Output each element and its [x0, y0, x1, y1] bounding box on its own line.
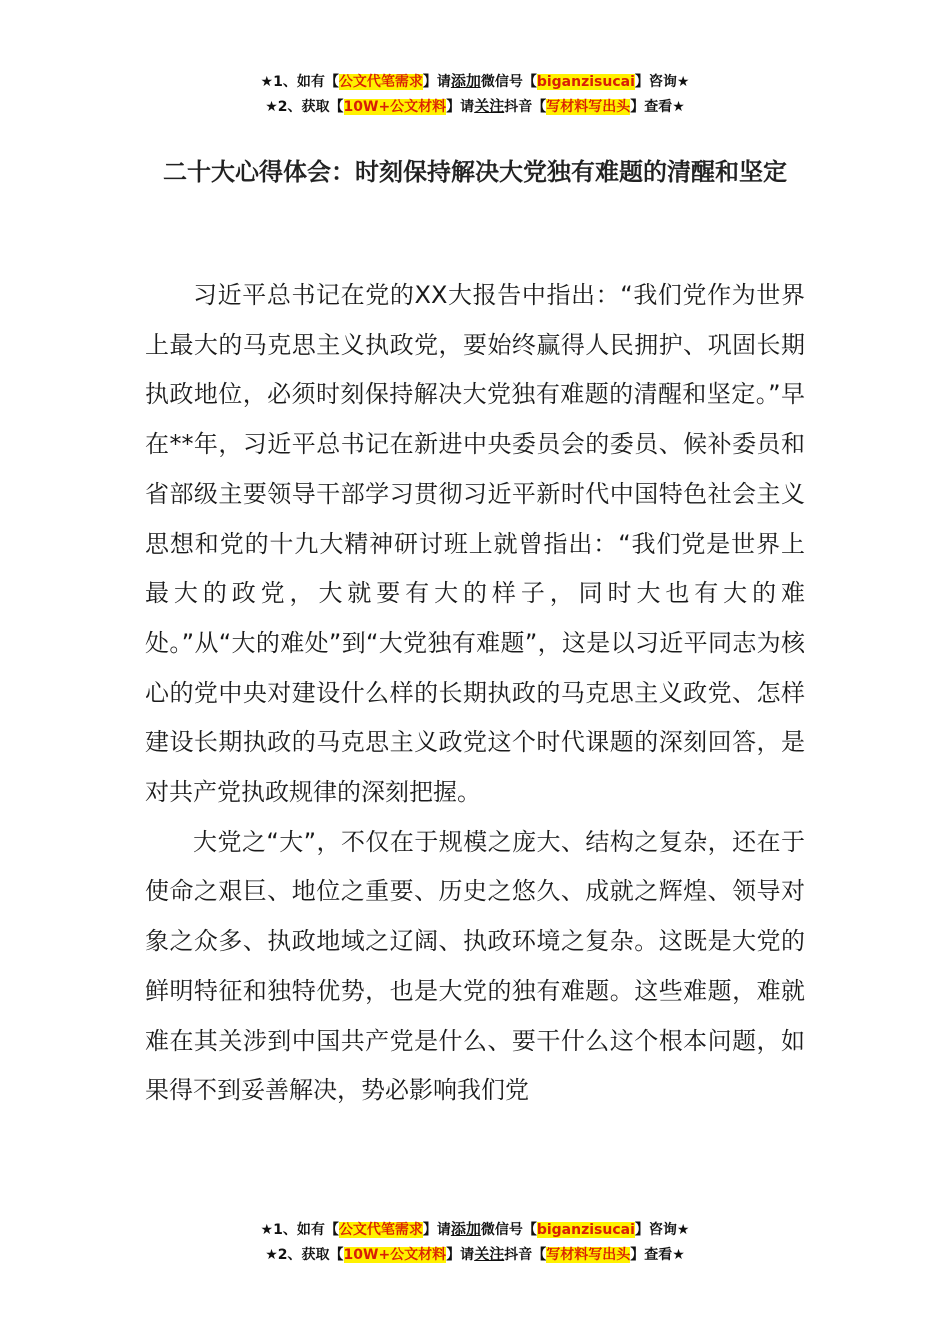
banner-line-1 — [0, 69, 950, 94]
banner-text: 】查看★ — [630, 99, 685, 115]
banner-text: ★1、如有【 — [260, 74, 339, 90]
banner-text: 】咨询★ — [634, 1222, 690, 1238]
banner-highlight: 公文代笔需求 — [338, 1222, 423, 1238]
banner-highlight: 写材料写出头 — [546, 99, 631, 115]
banner-highlight: 10W+公文材料 — [343, 99, 447, 115]
banner-text: 】请 — [446, 99, 475, 115]
banner-emphasis: 添加 — [450, 1220, 481, 1238]
banner-text: ★2、获取【 — [265, 99, 344, 115]
banner-line-2 — [0, 1242, 950, 1267]
banner-text: 抖音【 — [504, 1247, 547, 1263]
banner-highlight: biganzisucai — [536, 74, 635, 90]
banner-line-2 — [0, 94, 950, 119]
header-banner — [0, 69, 950, 119]
paragraph: 大党之“大”，不仅在于规模之庞大、结构之复杂，还在于使命之艰巨、地位之重要、历史之悠久、成就之辉煌、领导对象之众多、执政地域之辽阔、执政环境之复杂。这既是大党的鲜明特征和独特优势，也是大党的独有难题。这些难题，难就难在其关涉到中国共产党是什么、要干什么这个根本问题，如果得不到妥善解决，势必影响我们党 — [145, 827, 805, 1105]
banner-emphasis: 关注 — [474, 97, 505, 115]
banner-text: ★2、获取【 — [265, 1247, 344, 1263]
banner-highlight: 写材料写出头 — [546, 1247, 631, 1263]
banner-text: 微信号【 — [480, 74, 537, 90]
banner-text: 】请 — [422, 1222, 451, 1238]
banner-emphasis: 添加 — [450, 72, 481, 90]
footer-banner — [0, 1217, 950, 1267]
banner-highlight: 10W+公文材料 — [343, 1247, 447, 1263]
banner-highlight: biganzisucai — [536, 1222, 635, 1238]
document-title: 二十大心得体会：时刻保持解决大党独有难题的清醒和坚定 — [163, 158, 787, 186]
banner-text: 微信号【 — [480, 1222, 537, 1238]
banner-text: ★1、如有【 — [260, 1222, 339, 1238]
banner-line-1 — [0, 1217, 950, 1242]
banner-text: 】查看★ — [630, 1247, 685, 1263]
document-body — [145, 271, 805, 1116]
banner-highlight: 公文代笔需求 — [338, 74, 423, 90]
banner-text: 抖音【 — [504, 99, 547, 115]
paragraph: 习近平总书记在党的XX大报告中指出：“我们党作为世界上最大的马克思主义执政党，要始终赢得人民拥护、巩固长期执政地位，必须时刻保持解决大党独有难题的清醒和坚定。”早在**年，习近平总书记在新进中央委员会的委员、候补委员和省部级主要领导干部学习贯彻习近平新时代中国特色社会主义思想和党的十九大精神研讨班上就曾指出：“我们党是世界上最大的政党，大就要有大的样子，同时大也有大的难处。”从“大的难处”到“大党独有难题”，这是以习近平同志为核心的党中央对建设什么样的长期执政的马克思主义政党、怎样建设长期执政的马克思主义政党这个时代课题的深刻回答，是对共产党执政规律的深刻把握。 — [145, 281, 805, 807]
banner-text: 】咨询★ — [634, 74, 690, 90]
banner-text: 】请 — [422, 74, 451, 90]
banner-emphasis: 关注 — [474, 1245, 505, 1263]
banner-text: 】请 — [446, 1247, 475, 1263]
